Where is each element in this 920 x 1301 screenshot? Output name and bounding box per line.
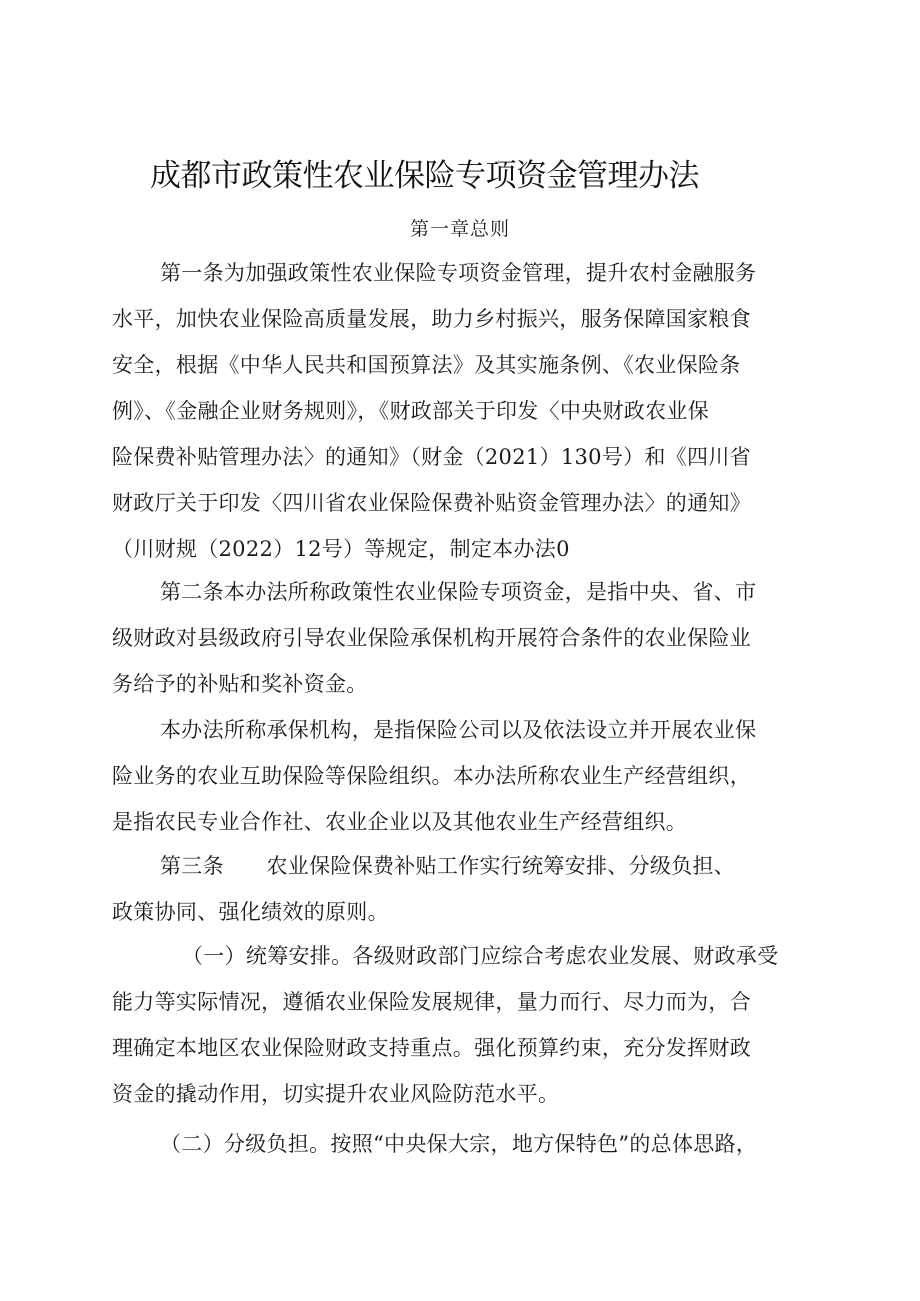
document-title: 成都市政策性农业保险专项资金管理办法 [150, 158, 699, 194]
paragraph-line: 第二条本办法所称政策性农业保险专项资金，是指中央、省、市 [160, 580, 757, 604]
paragraph-line: 水平，加快农业保险高质量发展，助力乡村振兴，服务保障国家粮食 [112, 307, 751, 331]
paragraph-line: 务给予的补贴和奖补资金。 [112, 672, 368, 696]
paragraph-line: 政策协同、强化绩效的原则。 [112, 900, 389, 924]
paragraph-line: 财政厅关于印发〈四川省农业保险保费补贴资金管理办法〉的通知》 [112, 491, 751, 515]
paragraph-line: 安全，根据《中华人民共和国预算法》及其实施条例、《农业保险条 [112, 353, 741, 377]
paragraph-line: 级财政对县级政府引导农业保险承保机构开展符合条件的农业保险业 [112, 626, 751, 650]
paragraph-line: 险保费补贴管理办法〉的通知》（财金（2021）130号）和《四川省 [112, 445, 751, 469]
paragraph-line: （川财规（2022）12号）等规定，制定本办法0 [112, 537, 570, 561]
paragraph-line: 资金的撬动作用，切实提升农业风险防范水平。 [112, 1082, 560, 1106]
chapter-heading: 第一章总则 [409, 218, 510, 240]
paragraph-line: 第三条 农业保险保费补贴工作实行统筹安排、分级负担、 [160, 854, 736, 878]
paragraph-line: 第一条为加强政策性农业保险专项资金管理，提升农村金融服务 [160, 261, 757, 285]
paragraph-line: 本办法所称承保机构，是指保险公司以及依法设立并开展农业保 [160, 718, 757, 742]
paragraph-line: 险业务的农业互助保险等保险组织。本办法所称农业生产经营组织， [112, 764, 751, 788]
paragraph-line: 是指农民专业合作社、农业企业以及其他农业生产经营组织。 [112, 810, 688, 834]
paragraph-line: 能力等实际情况，遵循农业保险发展规律，量力而行、尽力而为，合 [112, 990, 751, 1014]
paragraph-line: 理确定本地区农业保险财政支持重点。强化预算约束，充分发挥财政 [112, 1036, 751, 1060]
paragraph-line: （一）统筹安排。各级财政部门应综合考虑农业发展、财政承受 [182, 944, 779, 968]
paragraph-line: （二）分级负担。按照“中央保大宗，地方保特色”的总体思路， [160, 1132, 758, 1156]
paragraph-line: 例》、《金融企业财务规则》，《财政部关于印发〈中央财政农业保 [112, 399, 709, 423]
